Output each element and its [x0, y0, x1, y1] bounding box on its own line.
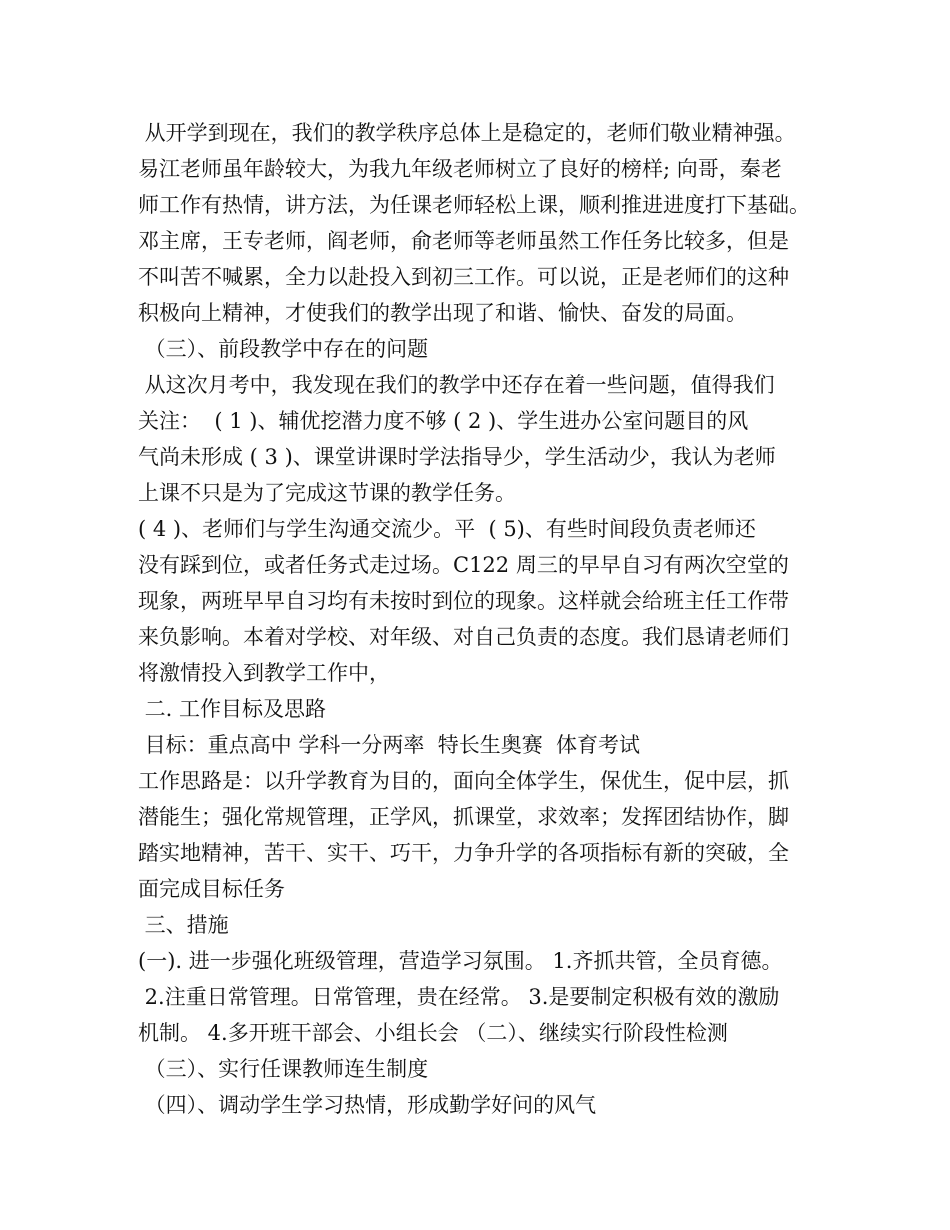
paragraph-line-3: 师工作有热情，讲方法，为任课老师轻松上课，顺利推进进度打下基础。 [138, 193, 810, 217]
paragraph-line-11: 上课不只是为了完成这节课的教学任务。 [138, 481, 516, 505]
paragraph-line-2: 易江老师虽年龄较大，为我九年级老师树立了良好的榜样; 向哥，秦老 [138, 157, 782, 181]
measures-line-2: 2.注重日常管理。日常管理，贵在经常。 3.是要制定积极有效的激励 [138, 985, 780, 1009]
paragraph-line-20: 潜能生；强化常规管理，正学风，抓课堂，求效率；发挥团结协作，脚 [138, 805, 789, 829]
paragraph-line-12: ( 4 )、老师们与学生沟通交流少。平 ( 5)、有些时间段负责老师还 [138, 517, 756, 541]
paragraph-line-21: 踏实地精神，苦干、实干、巧干，力争升学的各项指标有新的突破，全 [138, 841, 789, 865]
document-body [138, 115, 838, 1123]
goals-line: 目标：重点高中 学科一分两率 特长生奥赛 体育考试 [138, 733, 641, 757]
measures-line-1: (一). 进一步强化班级管理，营造学习氛围。 1.齐抓共管，全员育德。 [138, 949, 783, 973]
paragraph-line-9: 关注： ( 1 )、辅优挖潜力度不够 ( 2 )、学生进办公室问题目的风 [138, 409, 749, 433]
paragraph-line-1: 从开学到现在，我们的教学秩序总体上是稳定的，老师们敬业精神强。 [138, 121, 796, 145]
paragraph-line-14: 现象，两班早早自习均有未按时到位的现象。这样就会给班主任工作带 [138, 589, 789, 613]
paragraph-line-16: 将激情投入到教学工作中， [138, 661, 390, 685]
paragraph-line-10: 气尚未形成 ( 3 )、课堂讲课时学法指导少，学生活动少，我认为老师 [138, 445, 776, 469]
paragraph-line-8: 从这次月考中，我发现在我们的教学中还存在着一些问题，值得我们 [138, 373, 775, 397]
paragraph-line-6: 积极向上精神，才使我们的教学出现了和谐、愉快、奋发的局面。 [138, 301, 747, 325]
measures-line-3: 机制。 4.多开班干部会、小组长会 （二）、继续实行阶段性检测 [138, 1021, 728, 1045]
measures-line-5: （四）、调动学生学习热情，形成勤学好问的风气 [138, 1093, 597, 1117]
paragraph-line-19: 工作思路是：以升学教育为目的，面向全体学生，保优生，促中层，抓 [138, 769, 789, 793]
measures-line-4: （三）、实行任课教师连生制度 [138, 1057, 429, 1081]
paragraph-line-22: 面完成目标任务 [138, 877, 285, 901]
section-heading-measures: 三、措施 [138, 913, 229, 937]
paragraph-line-15: 来负影响。本着对学校、对年级、对自己负责的态度。我们恳请老师们 [138, 625, 789, 649]
paragraph-line-13: 没有踩到位，或者任务式走过场。C122 周三的早早自习有两次空堂的 [138, 553, 789, 577]
paragraph-line-5: 不叫苦不喊累，全力以赴投入到初三工作。可以说，正是老师们的这种 [138, 265, 789, 289]
section-heading-problems: （三）、前段教学中存在的问题 [138, 337, 429, 361]
paragraph-line-4: 邓主席，王专老师，阎老师，俞老师等老师虽然工作任务比较多，但是 [138, 229, 789, 253]
section-heading-goals: 二. 工作目标及思路 [138, 697, 327, 721]
